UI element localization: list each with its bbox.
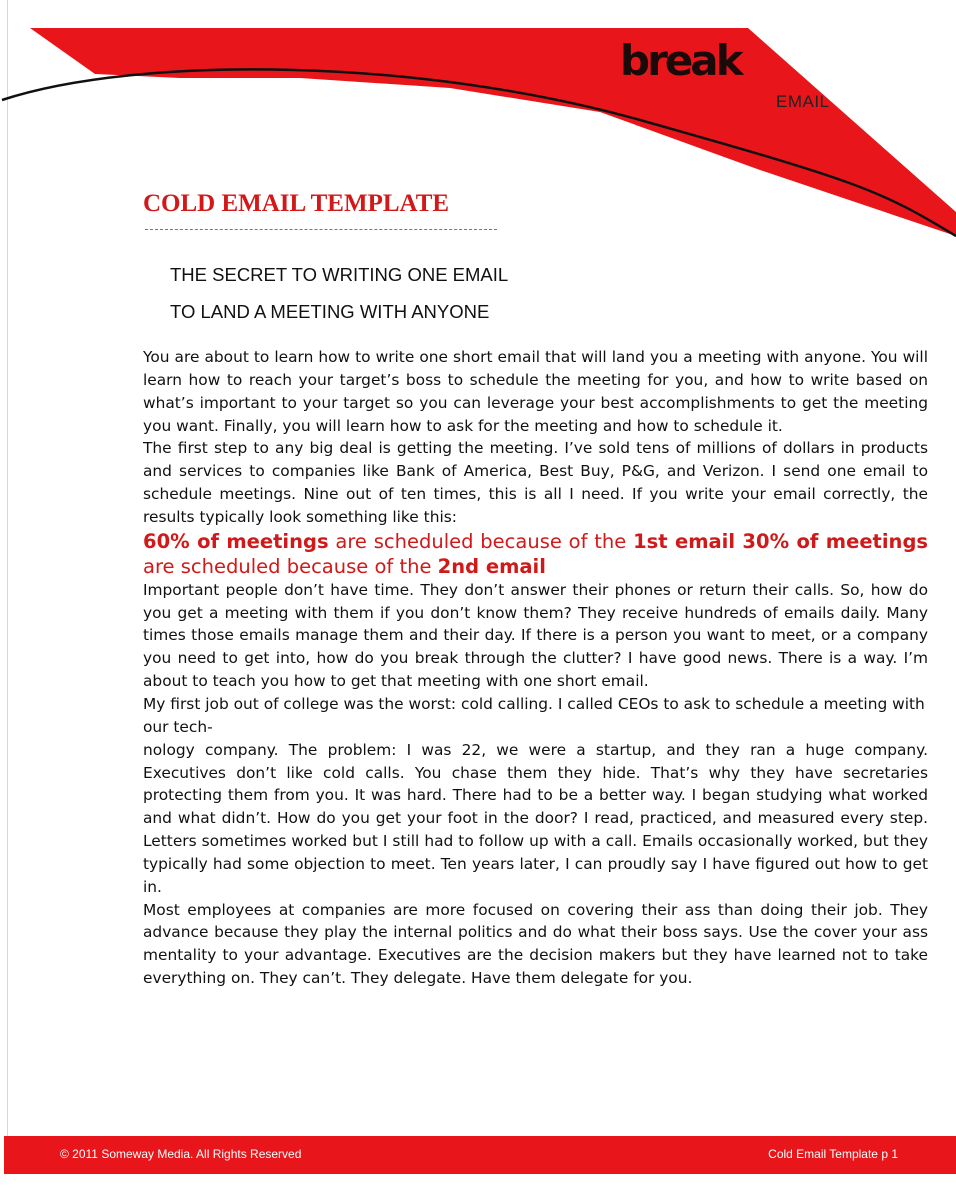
- highlight-bold: 60% of meetings: [143, 529, 329, 553]
- subtitle-line-2: TO LAND A MEETING WITH ANYONE: [170, 301, 490, 322]
- document-title: COLD EMAIL TEMPLATE: [143, 190, 450, 217]
- body-paragraph: The first step to any big deal is getting the meeting. I’ve sold tens of millions of dollars in products and services to companies like Bank of America, Best Buy, P&G, and Verizon. I send one email to schedule meetings. Nine out of ten times, this is all I need. If you write your email correctly, the results typically look something like this:: [143, 439, 928, 526]
- highlight-bold: 1st email 30% of meetings: [633, 529, 929, 553]
- body-paragraph: Important people don’t have time. They don’t answer their phones or return their calls. So, how do you get a meeting with them if you don’t know them? They receive hundreds of emails daily. Many times those emails manage them and their day. If there is a person you want to meet, or a company you need to get into, how do you break through the clutter? I have good news. There is a way. I’m about to teach you how to get that meeting with one short email.: [143, 580, 928, 691]
- highlight-bold: 2nd email: [437, 554, 546, 578]
- highlight-text: are scheduled because of the: [328, 529, 634, 553]
- subtitle-line-1: THE SECRET TO WRITING ONE EMAIL: [170, 264, 509, 285]
- body-paragraph: Most employees at companies are more focused on covering their ass than doing their job. They advance because they play the internal politics and do what their boss says. Use the cover your ass mentality to your advantage. Executives are the decision makers but they have learned not to take everything on. They can’t. They delegate. Have them delegate for you.: [143, 900, 928, 988]
- footer-bar: [4, 1136, 956, 1174]
- body-paragraph: nology company. The problem: I was 22, we were a startup, and they ran a huge company. Executives don’t like cold calls. You chase them they hide. That’s why they have secretaries protecting them from you. It was hard. There had to be a better way. I began studying what worked and what didn’t. How do you get your foot in the door? I read, practiced, and measured every step. Letters sometimes worked but I still had to follow up with a call. Emails occasionally worked, but they typically had some objection to meet. Ten years later, I can proudly say I have figured out how to get in.: [143, 740, 928, 896]
- highlight-statistic: [143, 529, 928, 579]
- brand-logo: break: [620, 36, 741, 85]
- brand-logo-subtext: EMAIL: [776, 92, 830, 111]
- highlight-text: are scheduled because of the: [143, 554, 438, 578]
- body-paragraph: My first job out of college was the worst: cold calling. I called CEOs to ask to schedule a meeting with our tech-: [143, 694, 925, 736]
- title-divider: [145, 229, 497, 230]
- page-label: Cold Email Template p 1: [768, 1147, 898, 1161]
- body-paragraph: You are about to learn how to write one short email that will land you a meeting with anyone. You will learn how to reach your target’s boss to schedule the meeting for you, and how to write based on what’s important to your target so you can leverage your best accomplishments to get the meeting you want. Finally, you will learn how to ask for the meeting and how to schedule it.: [143, 348, 928, 435]
- copyright-notice: © 2011 Someway Media. All Rights Reserved: [60, 1147, 302, 1161]
- document-body: [143, 346, 928, 990]
